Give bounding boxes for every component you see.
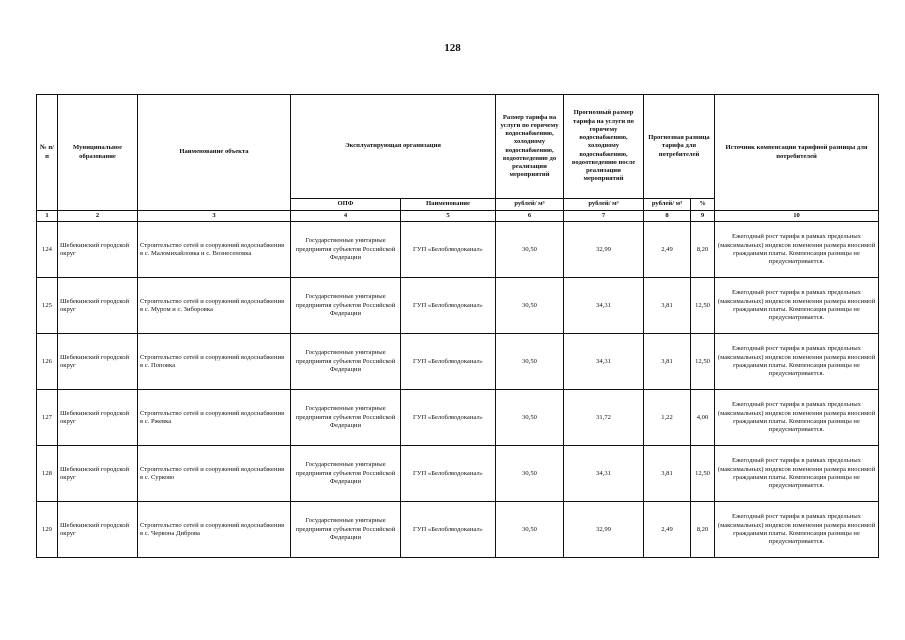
row-operator-name: ГУП «Белоблводоканал»	[401, 502, 496, 558]
row-forecast-tariff: 34,31	[564, 278, 644, 334]
row-forecast-tariff: 34,31	[564, 446, 644, 502]
row-operator-name: ГУП «Белоблводоканал»	[401, 390, 496, 446]
header-object: Наименование объекта	[138, 95, 291, 211]
header-num: № п/п	[37, 95, 58, 211]
row-opf: Государственные унитарные предприятия субъектов Российской Федерации	[291, 278, 401, 334]
table-row	[37, 446, 879, 502]
col-number: 6	[496, 211, 564, 222]
row-tariff: 30,50	[496, 278, 564, 334]
table-row	[37, 390, 879, 446]
table-row	[37, 502, 879, 558]
row-diff-rub: 3,81	[644, 446, 691, 502]
table-row	[37, 334, 879, 390]
col-number: 3	[138, 211, 291, 222]
col-number: 9	[691, 211, 715, 222]
row-operator-name: ГУП «Белоблводоканал»	[401, 278, 496, 334]
row-diff-rub: 1,22	[644, 390, 691, 446]
row-object: Строительство сетей и сооружений водоснабжения в с. Червона Диброва	[138, 502, 291, 558]
table-row	[37, 278, 879, 334]
row-municipality: Шебекинский городской округ	[58, 334, 138, 390]
row-number: 126	[37, 334, 58, 390]
row-opf: Государственные унитарные предприятия субъектов Российской Федерации	[291, 334, 401, 390]
row-object: Строительство сетей и сооружений водоснабжения в с. Поповка	[138, 334, 291, 390]
row-municipality: Шебекинский городской округ	[58, 446, 138, 502]
row-municipality: Шебекинский городской округ	[58, 502, 138, 558]
page-number: 128	[444, 42, 461, 54]
column-numbers-row	[37, 211, 879, 222]
row-source: Ежегодный рост тарифа в рамках предельных (максимальных) индексов изменения размера вносимой гражданами платы. Компенсация разницы не предусматривается.	[715, 502, 879, 558]
row-forecast-tariff: 32,99	[564, 502, 644, 558]
row-operator-name: ГУП «Белоблводоканал»	[401, 446, 496, 502]
row-diff-pct: 8,20	[691, 222, 715, 278]
row-object: Строительство сетей и сооружений водоснабжения в с. Маломихайловка и с. Вознесеновка	[138, 222, 291, 278]
header-operator: Эксплуатирующая организация	[291, 95, 496, 199]
row-tariff: 30,50	[496, 334, 564, 390]
row-opf: Государственные унитарные предприятия субъектов Российской Федерации	[291, 446, 401, 502]
header-source: Источник компенсации тарифной разницы для потребителей	[715, 95, 879, 211]
table-row	[37, 222, 879, 278]
row-diff-rub: 2,49	[644, 222, 691, 278]
header-forecast-tariff: Прогнозный размер тарифа на услуги по горячему водоснабжению, холодному водоснабжению, водоотведению после реализации мероприятий	[564, 95, 644, 199]
row-number: 124	[37, 222, 58, 278]
row-source: Ежегодный рост тарифа в рамках предельных (максимальных) индексов изменения размера вносимой гражданами платы. Компенсация разницы не предусматривается.	[715, 446, 879, 502]
col-number: 5	[401, 211, 496, 222]
header-unit-pct: %	[691, 199, 715, 211]
row-operator-name: ГУП «Белоблводоканал»	[401, 334, 496, 390]
row-forecast-tariff: 31,72	[564, 390, 644, 446]
row-diff-pct: 12,50	[691, 446, 715, 502]
tariff-table	[36, 94, 879, 558]
row-diff-rub: 2,49	[644, 502, 691, 558]
col-number: 10	[715, 211, 879, 222]
row-opf: Государственные унитарные предприятия субъектов Российской Федерации	[291, 222, 401, 278]
row-diff-pct: 4,00	[691, 390, 715, 446]
row-opf: Государственные унитарные предприятия субъектов Российской Федерации	[291, 502, 401, 558]
col-number: 1	[37, 211, 58, 222]
col-number: 7	[564, 211, 644, 222]
row-tariff: 30,50	[496, 446, 564, 502]
row-diff-pct: 12,50	[691, 278, 715, 334]
row-municipality: Шебекинский городской округ	[58, 390, 138, 446]
header-unit-diff: рублей/ м³	[644, 199, 691, 211]
row-object: Строительство сетей и сооружений водоснабжения в с. Муром и с. Зиборовка	[138, 278, 291, 334]
col-number: 8	[644, 211, 691, 222]
col-number: 4	[291, 211, 401, 222]
row-number: 125	[37, 278, 58, 334]
row-tariff: 30,50	[496, 222, 564, 278]
row-number: 129	[37, 502, 58, 558]
header-municipality: Муниципальное образование	[58, 95, 138, 211]
header-unit-forecast: рублей/ м³	[564, 199, 644, 211]
row-opf: Государственные унитарные предприятия субъектов Российской Федерации	[291, 390, 401, 446]
row-municipality: Шебекинский городской округ	[58, 222, 138, 278]
row-tariff: 30,50	[496, 502, 564, 558]
row-diff-pct: 12,50	[691, 334, 715, 390]
row-municipality: Шебекинский городской округ	[58, 278, 138, 334]
col-number: 2	[58, 211, 138, 222]
row-object: Строительство сетей и сооружений водоснабжения в с. Сурково	[138, 446, 291, 502]
row-source: Ежегодный рост тарифа в рамках предельных (максимальных) индексов изменения размера вносимой гражданами платы. Компенсация разницы не предусматривается.	[715, 222, 879, 278]
row-diff-rub: 3,81	[644, 334, 691, 390]
row-forecast-tariff: 32,99	[564, 222, 644, 278]
row-object: Строительство сетей и сооружений водоснабжения в с. Ржевка	[138, 390, 291, 446]
header-unit-tariff: рублей/ м³	[496, 199, 564, 211]
header-tariff-size: Размер тарифа на услуги по горячему водоснабжению, холодному водоснабжению, водоотведению до реализации мероприятий	[496, 95, 564, 199]
row-forecast-tariff: 34,31	[564, 334, 644, 390]
row-diff-rub: 3,81	[644, 278, 691, 334]
header-opf: ОПФ	[291, 199, 401, 211]
header-forecast-diff: Прогнозная разница тарифа для потребителей	[644, 95, 715, 199]
row-diff-pct: 8,20	[691, 502, 715, 558]
row-number: 128	[37, 446, 58, 502]
row-source: Ежегодный рост тарифа в рамках предельных (максимальных) индексов изменения размера вносимой гражданами платы. Компенсация разницы не предусматривается.	[715, 334, 879, 390]
header-name: Наименование	[401, 199, 496, 211]
row-tariff: 30,50	[496, 390, 564, 446]
row-source: Ежегодный рост тарифа в рамках предельных (максимальных) индексов изменения размера вносимой гражданами платы. Компенсация разницы не предусматривается.	[715, 278, 879, 334]
row-number: 127	[37, 390, 58, 446]
row-operator-name: ГУП «Белоблводоканал»	[401, 222, 496, 278]
row-source: Ежегодный рост тарифа в рамках предельных (максимальных) индексов изменения размера вносимой гражданами платы. Компенсация разницы не предусматривается.	[715, 390, 879, 446]
